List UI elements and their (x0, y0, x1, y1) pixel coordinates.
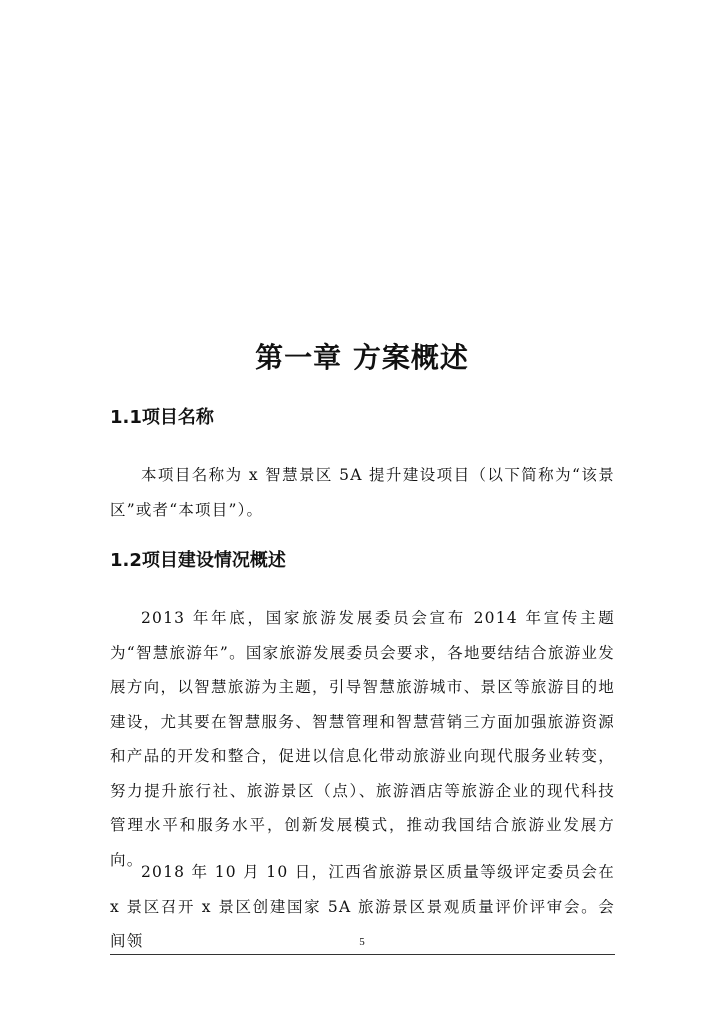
paragraph-project-name: 本项目名称为 x 智慧景区 5A 提升建设项目（以下简称为“该景区”或者“本项目”）。 (110, 466, 615, 519)
section-heading-1-1: 1.1项目名称 (110, 407, 214, 428)
paragraph-overview: 2013 年年底，国家旅游发展委员会宣布 2014 年宣传主题为“智慧旅游年”。国家旅游发展委员会要求，各地要结结合旅游业发展方向，以智慧旅游为主题，引导智慧旅游城市、景区等旅游目的地建设，尤其要在智慧服务、智慧管理和智慧营销三方面加强旅游资源和产品的开发和整合，促进以信息化带动旅游业向现代服务业转变，努力提升旅行社、旅游景区（点）、旅游酒店等旅游企业的现代科技管理水平和服务水平，创新发展模式，推动我国结合旅游业发展方向。 (110, 609, 615, 869)
page-number: 5 (359, 936, 365, 948)
chapter-title: 第一章 方案概述 (255, 341, 469, 374)
section-heading-1-2: 1.2项目建设情况概述 (110, 550, 286, 571)
footer-divider (110, 954, 615, 955)
paragraph-review-meeting: 2018 年 10 月 10 日，江西省旅游景区质量等级评定委员会在 x 景区召开 x 景区创建国家 5A 旅游景区景观质量评价评审会。会间领 (110, 863, 615, 950)
